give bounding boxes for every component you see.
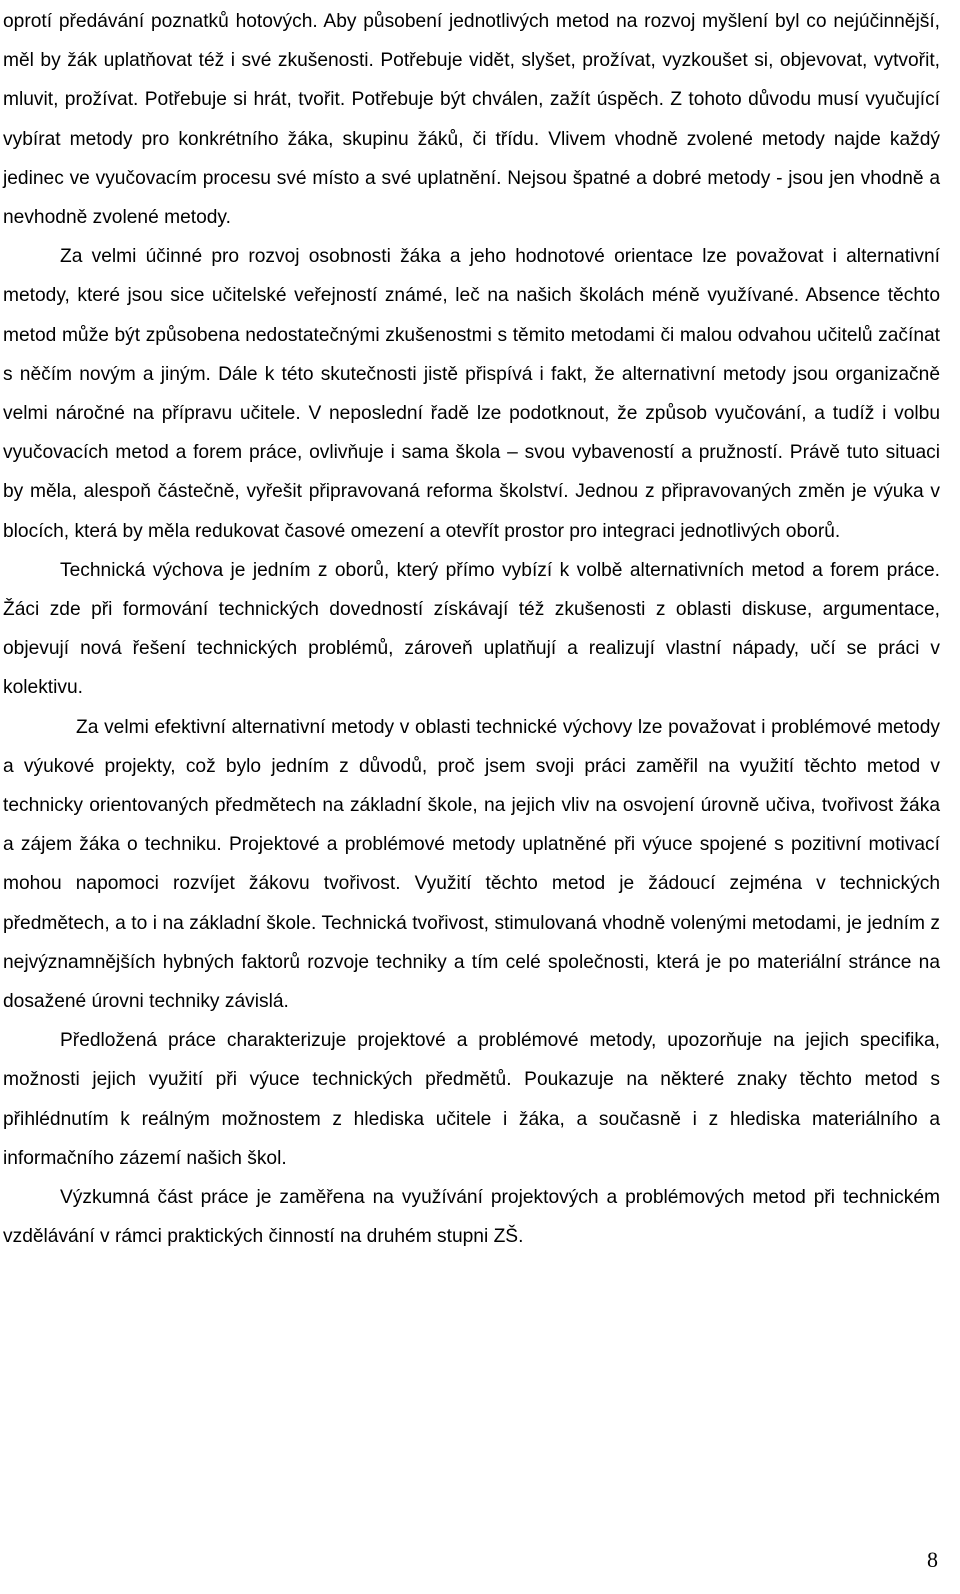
paragraph-thesis-overview: Předložená práce charakterizuje projektové a problémové metody, upozorňuje na jejich specifika, možnosti jejich využití při výuce technických předmětů. Poukazuje na některé znaky těchto metod s přihlédnutím k reálným možnostem z hlediska učitele i žáka, a současně i z hlediska materiálního a informačního zázemí našich škol. bbox=[3, 1030, 940, 1169]
paragraph-technical-education: Technická výchova je jedním z oborů, který přímo vybízí k volbě alternativních metod a forem práce. Žáci zde při formování technických dovedností získávají též zkušenosti z oblasti diskuse, argumentace, objevují nová řešení technických problémů, zároveň uplatňují a realizují vlastní nápady, učí se práci v kolektivu. bbox=[3, 559, 940, 699]
page-number: 8 bbox=[927, 1547, 938, 1572]
paragraph-continuation: oprotí předávání poznatků hotových. Aby působení jednotlivých metod na rozvoj myšlení byl co nejúčinnější, měl by žák uplatňovat též i své zkušenosti. Potřebuje vidět, slyšet, prožívat, vyzkoušet si, objevovat, vytvořit, mluvit, prožívat. Potřebuje si hrát, tvořit. Potřebuje být chválen, zažít úspěch. Z tohoto důvodu musí vyučující vybírat metody pro konkrétního žáka, skupinu žáků, či třídu. Vlivem vhodně zvolené metody najde každý jedinec ve vyučovacím procesu své místo a své uplatnění. Nejsou špatné a dobré metody - jsou jen vhodně a nevhodně zvolené metody. bbox=[3, 11, 940, 229]
paragraph-alternative-methods: Za velmi účinné pro rozvoj osobnosti žáka a jeho hodnotové orientace lze považovat i alternativní metody, které jsou sice učitelské veřejností známé, leč na našich školách méně využívané. Absence těchto metod může být způsobena nedostatečnými zkušenostmi s těmito metodami či malou odvahou učitelů začínat s něčím novým a jiným. Dále k této skutečnosti jistě přispívá i fakt, že alternativní metody jsou organizačně velmi náročné na přípravu učitele. V neposlední řadě lze podotknout, že způsob vyučování, a tudíž i volbu vyučovacích metod a forem práce, ovlivňuje i sama škola – svou vybaveností a pružností. Právě tuto situaci by měla, alespoň částečně, vyřešit připravovaná reforma školství. Jednou z připravovaných změn je výuka v blocích, která by měla redukovat časové omezení a otevřít prostor pro integraci jednotlivých oborů. bbox=[3, 246, 940, 542]
paragraph-research-part: Výzkumná část práce je zaměřena na využívání projektových a problémových metod při technickém vzdělávání v rámci praktických činností na druhém stupni ZŠ. bbox=[3, 1187, 940, 1248]
body-text bbox=[3, 2, 940, 1257]
paragraph-effective-methods: Za velmi efektivní alternativní metody v oblasti technické výchovy lze považovat i problémové metody a výukové projekty, což bylo jedním z důvodů, proč jsem svoji práci zaměřil na využití těchto metod v technicky orientovaných předmětech na základní škole, na jejich vliv na osvojení úrovně učiva, tvořivost žáka a zájem žáka o techniku. Projektové a problémové metody uplatněné při výuce spojené s pozitivní motivací mohou napomoci rozvíjet žákovu tvořivost. Využití těchto metod je žádoucí zejména v technických předmětech, a to i na základní škole. Technická tvořivost, stimulovaná vhodně volenými metodami, je jedním z nejvýznamnějších hybných faktorů rozvoje techniky a tím celé společnosti, která je po materiální stránce na dosažené úrovni techniky závislá. bbox=[3, 716, 940, 1013]
